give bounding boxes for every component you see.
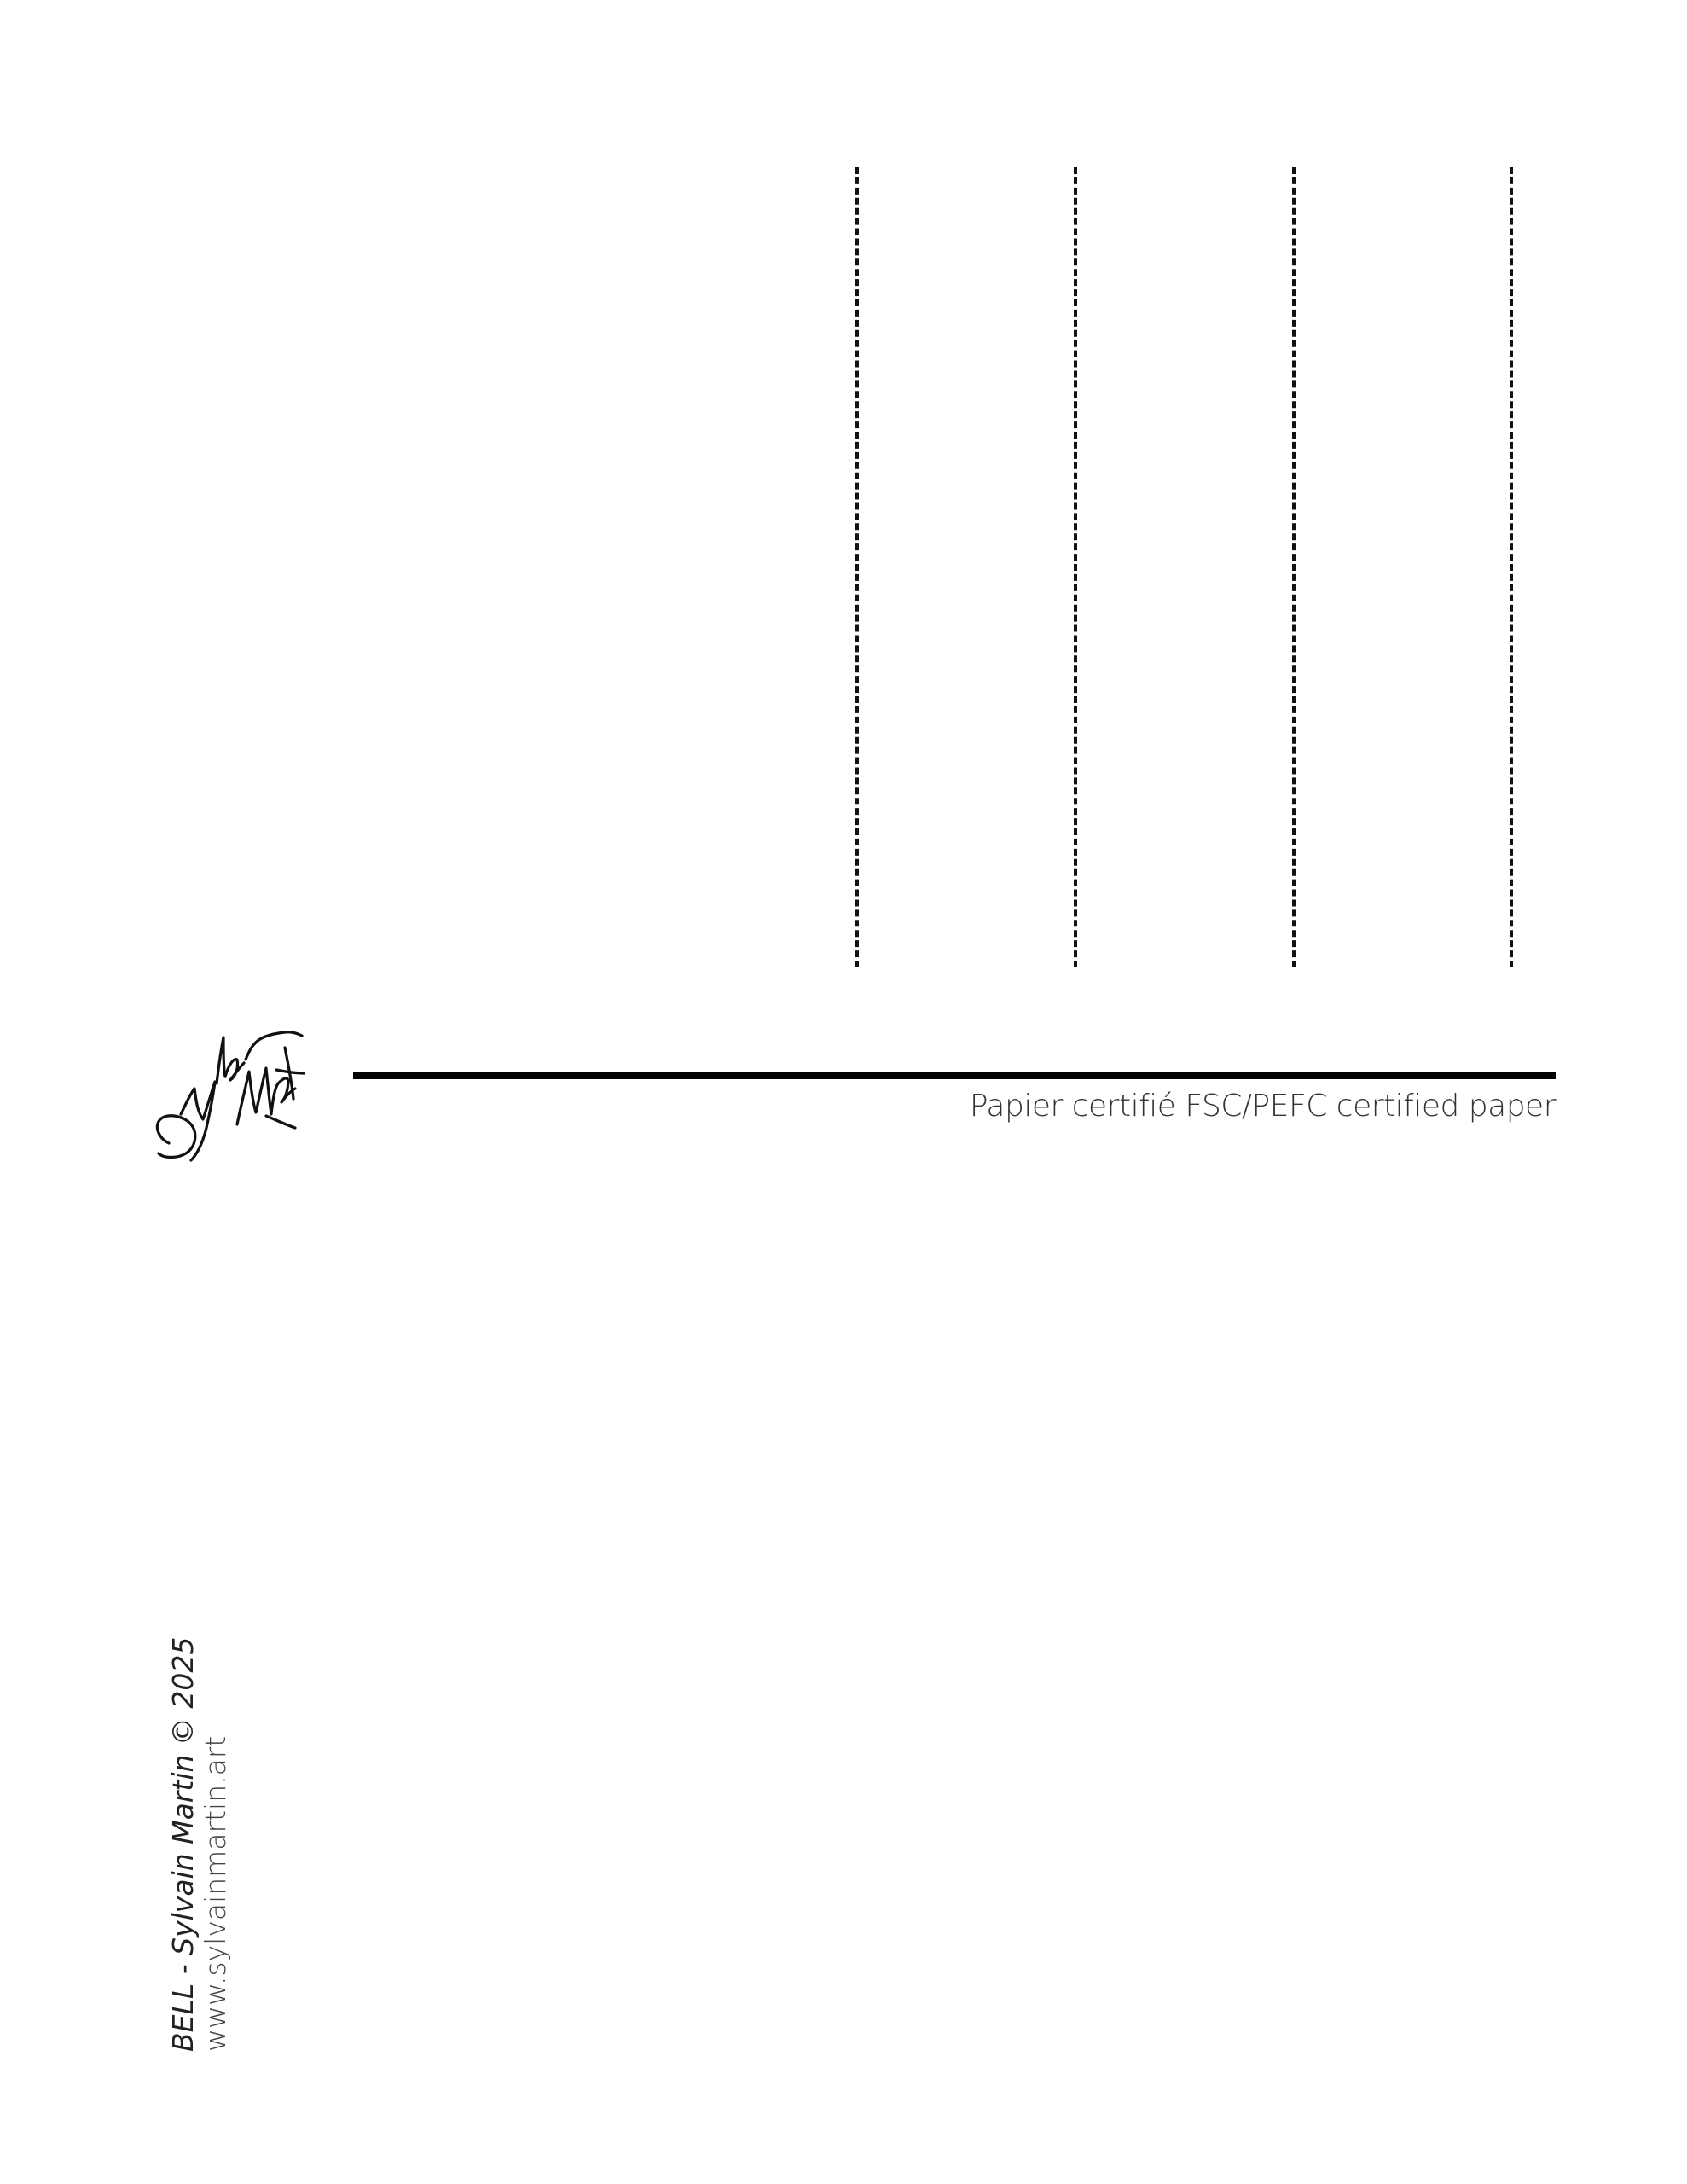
artwork-credit (167, 1637, 232, 2052)
stamp-guide-line-3 (1292, 167, 1296, 967)
stamp-guide-line-2 (1074, 167, 1077, 967)
artwork-title-credit: BELL - Sylvain Martin © 2025 (166, 1636, 200, 2052)
artist-website: www.sylvainmartin.art (199, 1735, 232, 2052)
stamp-guide-line-4 (1510, 167, 1513, 967)
certification-notice: Papier certifié FSC/PEFC certified paper (969, 1089, 1556, 1124)
stamp-guide-line-1 (855, 167, 859, 967)
artist-signature (135, 945, 305, 1201)
address-divider-line (353, 1072, 1556, 1079)
